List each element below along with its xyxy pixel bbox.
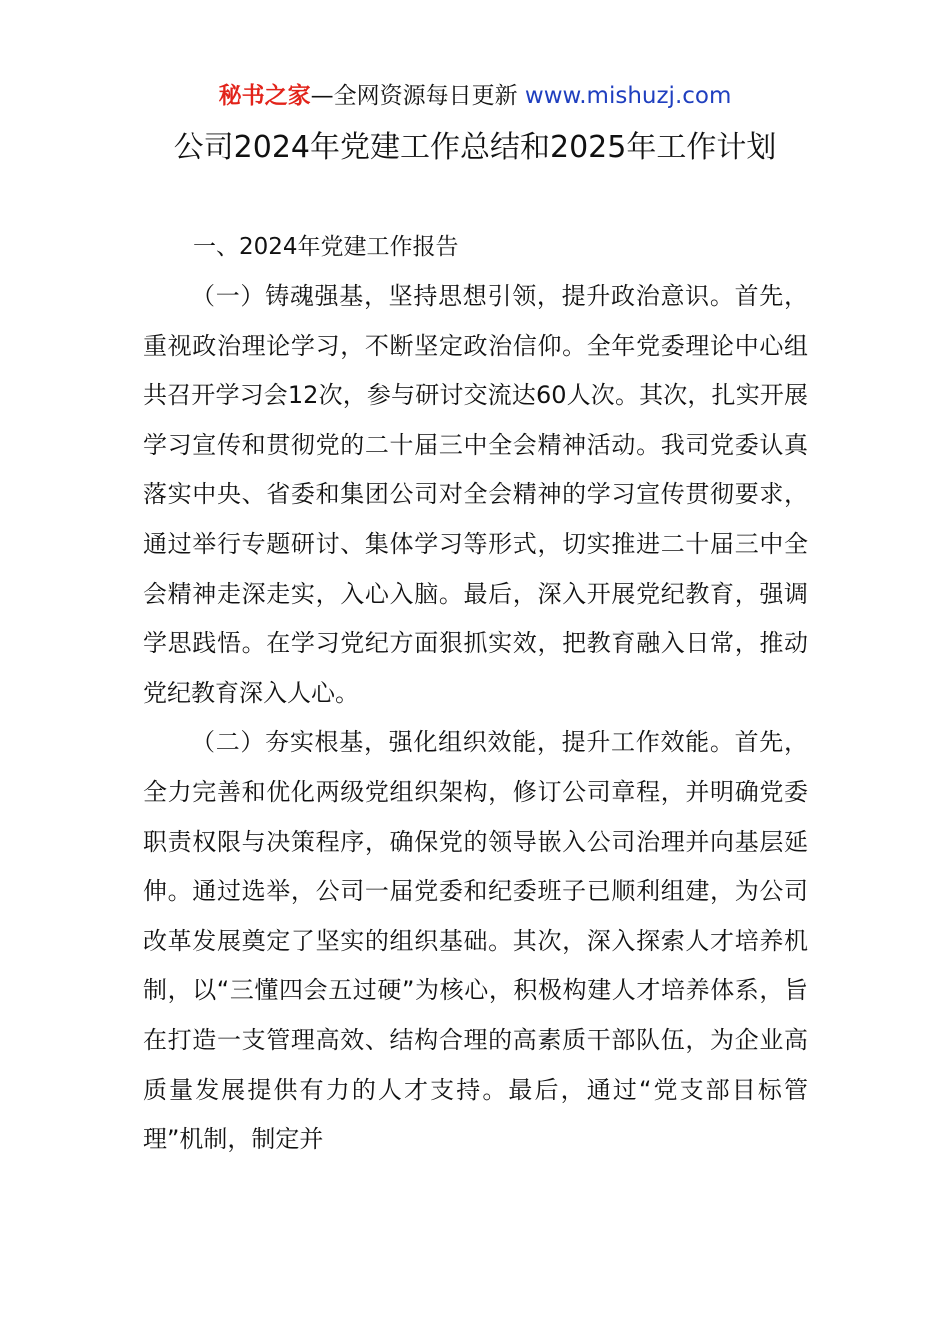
document-body (143, 223, 808, 1165)
document-title: 公司2024年党建工作总结和2025年工作计划 (173, 130, 777, 165)
site-tagline: —全网资源每日更新 (310, 83, 518, 109)
section-heading: 一、2024年党建工作报告 (193, 234, 459, 260)
site-url-link[interactable]: www.mishuzj.com (524, 83, 732, 109)
site-brand-name: 秘书之家 (218, 83, 311, 109)
paragraph-1: （一）铸魂强基，坚持思想引领，提升政治意识。首先，重视政治理论学习，不断坚定政治信仰。全年党委理论中心组共召开学习会12次，参与研讨交流达60人次。其次，扎实开展学习宣传和贯彻党的二十届三中全会精神活动。我司党委认真落实中央、省委和集团公司对全会精神的学习宣传贯彻要求，通过举行专题研讨、集体学习等形式，切实推进二十届三中全会精神走深走实，入心入脑。最后，深入开展党纪教育，强调学思践悟。在学习党纪方面狠抓实效，把教育融入日常，推动党纪教育深入人心。 (143, 282, 808, 707)
site-banner (0, 80, 950, 112)
paragraph-2: （二）夯实根基，强化组织效能，提升工作效能。首先，全力完善和优化两级党组织架构，修订公司章程，并明确党委职责权限与决策程序，确保党的领导嵌入公司治理并向基层延伸。通过选举，公司一届党委和纪委班子已顺利组建，为公司改革发展奠定了坚实的组织基础。其次，深入探索人才培养机制，以“三懂四会五过硬”为核心，积极构建人才培养体系，旨在打造一支管理高效、结构合理的高素质干部队伍，为企业高质量发展提供有力的人才支持。最后，通过“党支部目标管理”机制，制定并 (143, 728, 808, 1154)
